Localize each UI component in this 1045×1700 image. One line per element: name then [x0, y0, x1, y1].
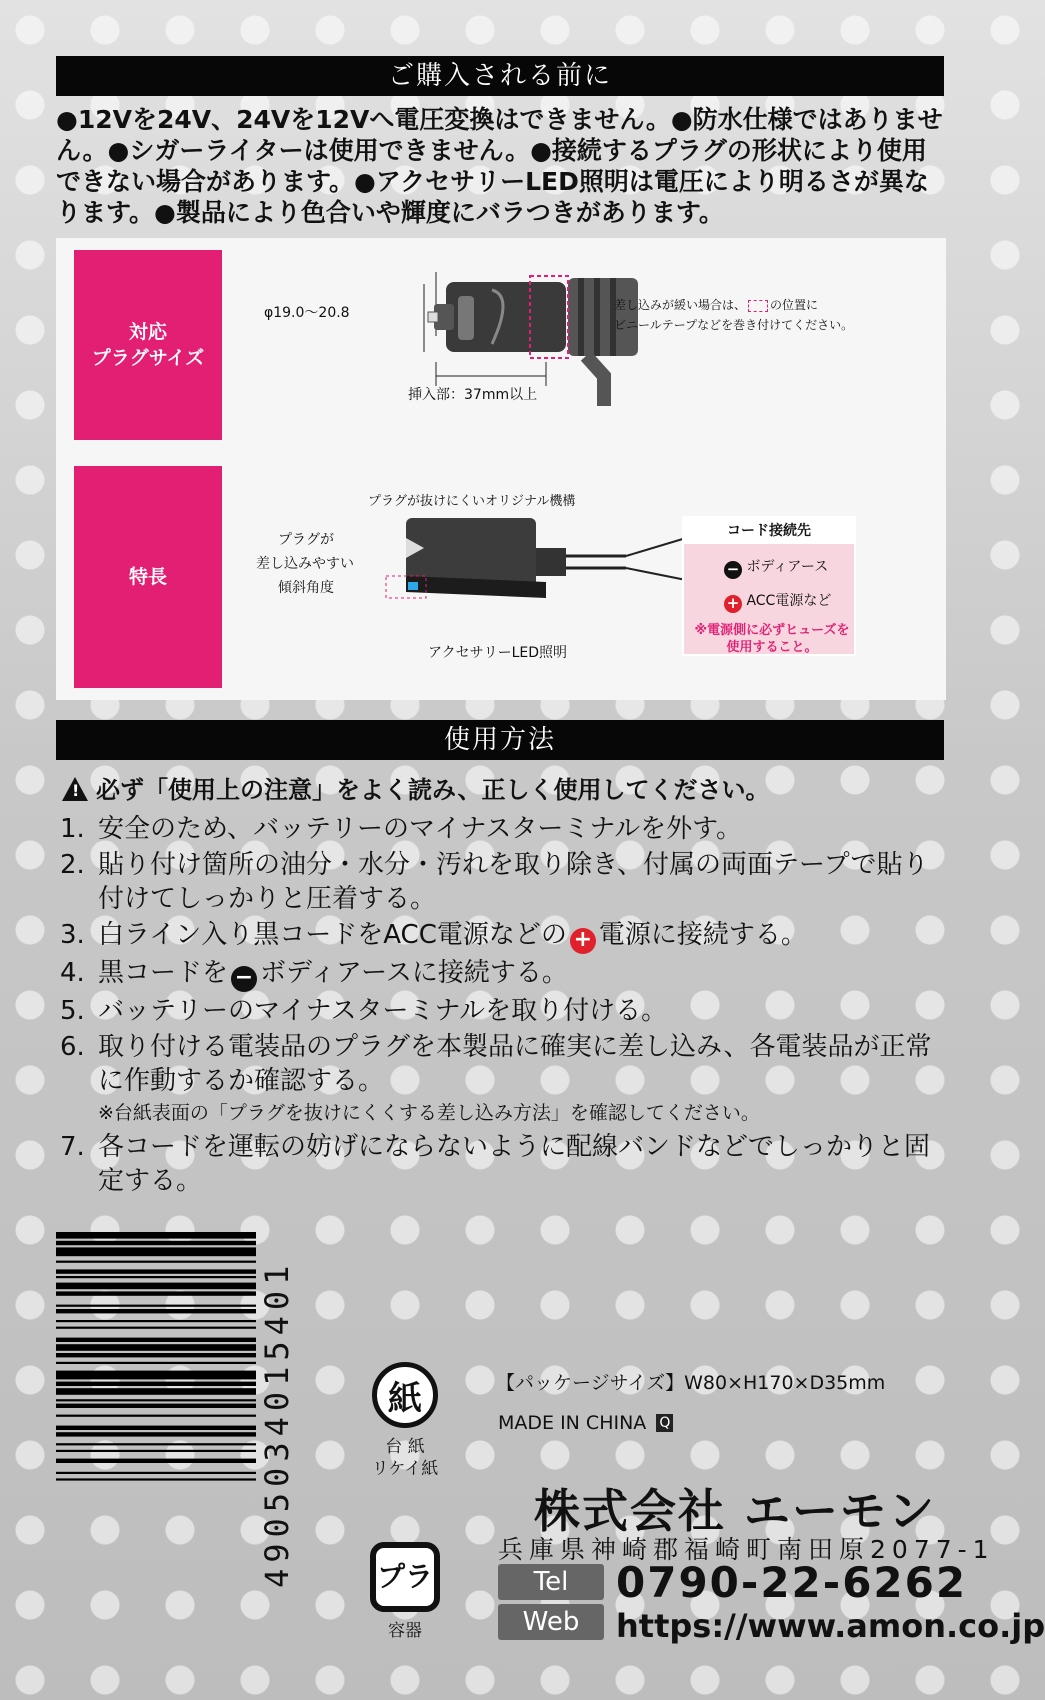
plug-size-label-line2: プラグサイズ [91, 347, 205, 369]
plug-note-line1-a: 差し込みが緩い場合は、 [614, 298, 747, 312]
step-1-text: 安全のため、バッテリーのマイナスターミナルを外す。 [98, 814, 743, 844]
dashed-box-icon [748, 300, 768, 312]
feature-angle-line1: プラグが [278, 532, 334, 548]
socket-illustration [386, 508, 686, 628]
caution-text: 必ず「使用上の注意」をよく読み、正しく使用してください。 [96, 776, 770, 804]
cord-warning: ※電源側に必ずヒューズを使用すること。 [694, 623, 850, 655]
plug-size-label [74, 250, 222, 440]
step-5-number: 5. [60, 996, 85, 1026]
feature-led: アクセサリーLED照明 [428, 645, 568, 661]
step-5 [60, 994, 950, 1028]
plug-note-line1-b: の位置に [770, 298, 819, 312]
plug-diameter: φ19.0〜20.8 [264, 305, 350, 321]
web-url: https://www.amon.co.jp [616, 1607, 1045, 1645]
step-2-number: 2. [60, 850, 85, 880]
paper-recycle-line1: 台 紙 [385, 1437, 425, 1457]
step-6 [60, 1030, 950, 1128]
feature-mechanism: プラグが抜けにくいオリジナル機構 [368, 494, 576, 509]
step-1-number: 1. [60, 814, 85, 844]
cord-body-earth-text: ボディアース [746, 559, 829, 575]
step-1 [60, 812, 950, 846]
paper-recycle-mark: 紙 [388, 1379, 422, 1419]
barcode-number: 4905034015401 [258, 1259, 296, 1588]
minus-icon: − [724, 561, 742, 579]
plug-size-label-line1: 対応 [128, 321, 167, 343]
step-4-text-a: 黒コードを [98, 958, 229, 988]
step-4 [60, 956, 950, 992]
step-7-text: 各コードを運転の妨げにならないように配線バンドなどでしっかりと固定する。 [98, 1132, 931, 1196]
step-3-number: 3. [60, 920, 85, 950]
step-7-number: 7. [60, 1132, 85, 1162]
cord-destination-title: コード接続先 [684, 518, 854, 544]
feature-angle [256, 528, 354, 600]
cord-destination-box [682, 516, 856, 656]
paper-recycle-line2: リケイ紙 [371, 1459, 439, 1479]
step-3 [60, 918, 950, 954]
step-7 [60, 1130, 950, 1198]
features-label-text: 特長 [128, 566, 167, 588]
step-6-note: ※台紙表面の「プラグを抜けにくくする差し込み方法」を確認してください。 [98, 1102, 760, 1124]
plastic-recycle-caption: 容器 [388, 1621, 422, 1641]
made-in-text: MADE IN CHINA [498, 1412, 647, 1434]
step-2-text: 貼り付け箇所の油分・水分・汚れを取り除き、付属の両面テープで貼り付けてしっかりと圧着する。 [98, 850, 929, 914]
made-in-mark: Q [656, 1414, 673, 1432]
step-2 [60, 848, 950, 916]
company-name: 株式会社 エーモン [534, 1484, 937, 1538]
plug-note-line2: ビニールテープなどを巻き付けてください。 [614, 318, 854, 332]
features-label [74, 466, 222, 688]
plus-icon: + [570, 928, 596, 954]
caution-line [62, 770, 769, 805]
plus-icon: + [724, 595, 742, 613]
cord-acc [724, 590, 831, 613]
plug-note-line1 [614, 296, 818, 313]
step-6-number: 6. [60, 1032, 85, 1062]
step-4-number: 4. [60, 958, 85, 988]
warning-icon: ! [62, 777, 88, 801]
plastic-recycle-mark: プラ [376, 1560, 433, 1593]
made-in [498, 1412, 673, 1434]
plug-insert-length: 挿入部：37mm以上 [408, 387, 538, 403]
paper-recycle-caption [360, 1436, 450, 1480]
minus-icon: − [231, 966, 257, 992]
tel-label: Tel [498, 1564, 604, 1600]
step-3-text-b: 電源に接続する。 [598, 920, 807, 950]
step-4-text-b: ボディアースに接続する。 [260, 958, 568, 988]
feature-angle-line3: 傾斜角度 [278, 580, 334, 596]
package-size: 【パッケージサイズ】W80×H170×D35mm [496, 1372, 886, 1394]
section-usage-title: 使用方法 [56, 720, 944, 760]
web-label: Web [498, 1604, 604, 1640]
diagram-panel [56, 238, 946, 700]
usage-steps [60, 812, 950, 1200]
tel-number: 0790-22-6262 [616, 1558, 968, 1607]
step-5-text: バッテリーのマイナスターミナルを取り付ける。 [98, 996, 668, 1026]
cord-body-earth [724, 556, 828, 579]
intro-text: ●12Vを24V、24Vを12Vへ電圧変換はできません。●防水仕様ではありません。●シガーライターは使用できません。●接続するプラグの形状により使用できない場合があります。●アクセサリーLED照明は電圧により明るさが異なります。●製品により色合いや輝度にバラつきがあります。 [56, 105, 943, 227]
plastic-recycle-icon [370, 1542, 440, 1612]
feature-angle-line2: 差し込みやすい [256, 556, 354, 572]
step-6-text: 取り付ける電装品のプラグを本製品に確実に差し込み、各電装品が正常に作動するか確認する。 [98, 1032, 932, 1096]
cord-acc-text: ACC電源など [746, 593, 832, 609]
step-3-text-a: 白ライン入り黒コードをACC電源などの [98, 920, 567, 950]
section-before-purchase-title: ご購入される前に [56, 56, 944, 96]
company-address: 兵庫県神崎郡福崎町南田原2077-1 [498, 1535, 995, 1564]
paper-recycle-icon [372, 1362, 438, 1428]
barcode [56, 1232, 270, 1597]
